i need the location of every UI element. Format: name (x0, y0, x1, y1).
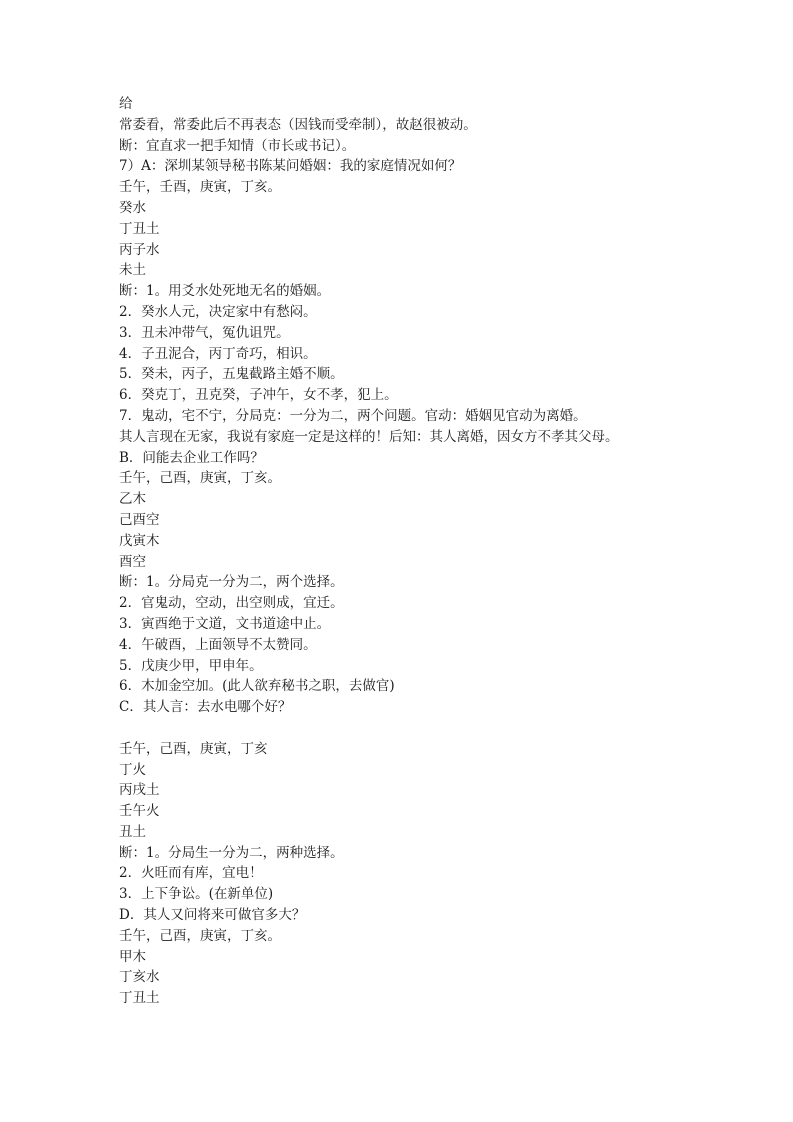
text-line: 丙子水 (119, 241, 160, 258)
text-line: 4．子丑泥合，丙丁奇巧，相识。 (119, 345, 317, 362)
text-line: 丁火 (119, 761, 146, 778)
text-line: 6．木加金空加。(此人欲弃秘书之职，去做官) (119, 678, 395, 695)
text-line: 断：1。用爻水处死地无名的婚姻。 (119, 283, 331, 300)
text-line: 丁丑土 (119, 220, 160, 237)
text-line: 2．官鬼动，空动，出空则成，宜迁。 (119, 595, 344, 612)
text-line: 断：1。分局生一分为二，两种选择。 (119, 844, 344, 861)
text-line: 壬午火 (119, 803, 160, 820)
text-line: 壬午，壬酉，庚寅，丁亥。 (119, 179, 281, 196)
text-line: 3．寅酉绝于文道，文书道途中止。 (119, 615, 331, 632)
document-body (119, 94, 719, 1009)
text-line: 2．火旺而有库，宜电！ (119, 865, 263, 882)
text-line: 3．上下争讼。(在新单位) (119, 886, 274, 903)
text-line: 乙木 (119, 491, 146, 508)
text-line: 2．癸水人元，决定家中有愁闷。 (119, 303, 317, 320)
text-line: 3．丑未冲带气，冤仇诅咒。 (119, 324, 290, 341)
text-line: 己酉空 (119, 511, 160, 528)
text-line: 丁亥水 (119, 969, 160, 986)
text-line: 丙戌土 (119, 782, 160, 799)
text-line: 断：1。分局克一分为二，两个选择。 (119, 574, 344, 591)
text-line: 丁丑土 (119, 990, 160, 1007)
blank-line (119, 718, 719, 739)
text-line: 给 (119, 96, 133, 112)
text-line: 7）A：深圳某领导秘书陈某问婚姻：我的家庭情况如何？ (119, 158, 462, 175)
text-line: 壬午，己酉，庚寅，丁亥 (119, 740, 268, 757)
text-line: 癸水 (119, 199, 146, 216)
text-line: 壬午，己酉，庚寅，丁亥。 (119, 470, 281, 487)
text-line: 其人言现在无家，我说有家庭一定是这样的！后知：其人离婚，因女方不孝其父母。 (119, 428, 619, 445)
text-line: 戊寅木 (119, 532, 160, 549)
text-line: 酉空 (119, 553, 146, 570)
text-line: 5．癸未，丙子，五鬼截路主婚不顺。 (119, 366, 344, 383)
text-line: 常委看，常委此后不再表态（因钱而受牵制），故赵很被动。 (119, 116, 477, 133)
text-line: 6．癸克丁，丑克癸，子冲午，女不孝，犯上。 (119, 387, 398, 404)
text-line: B．问能去企业工作吗？ (119, 449, 264, 466)
text-line: 壬午，己酉，庚寅，丁亥。 (119, 927, 281, 944)
text-line: 断：宜直求一把手知情（市长或书记）。 (119, 137, 356, 154)
text-line: C．其人言：去水电哪个好？ (119, 699, 292, 716)
text-line: 丑土 (119, 823, 146, 840)
text-line: 7．鬼动，宅不宁，分局克：一分为二，两个问题。官动：婚姻见官动为离婚。 (119, 407, 587, 424)
text-line: D．其人又问将来可做官多大？ (119, 907, 306, 924)
text-line: 4．午破酉，上面领导不太赞同。 (119, 636, 317, 653)
text-line: 未土 (119, 262, 146, 279)
text-line: 5．戊庚少甲，甲申年。 (119, 657, 263, 674)
text-line: 甲木 (119, 948, 146, 965)
